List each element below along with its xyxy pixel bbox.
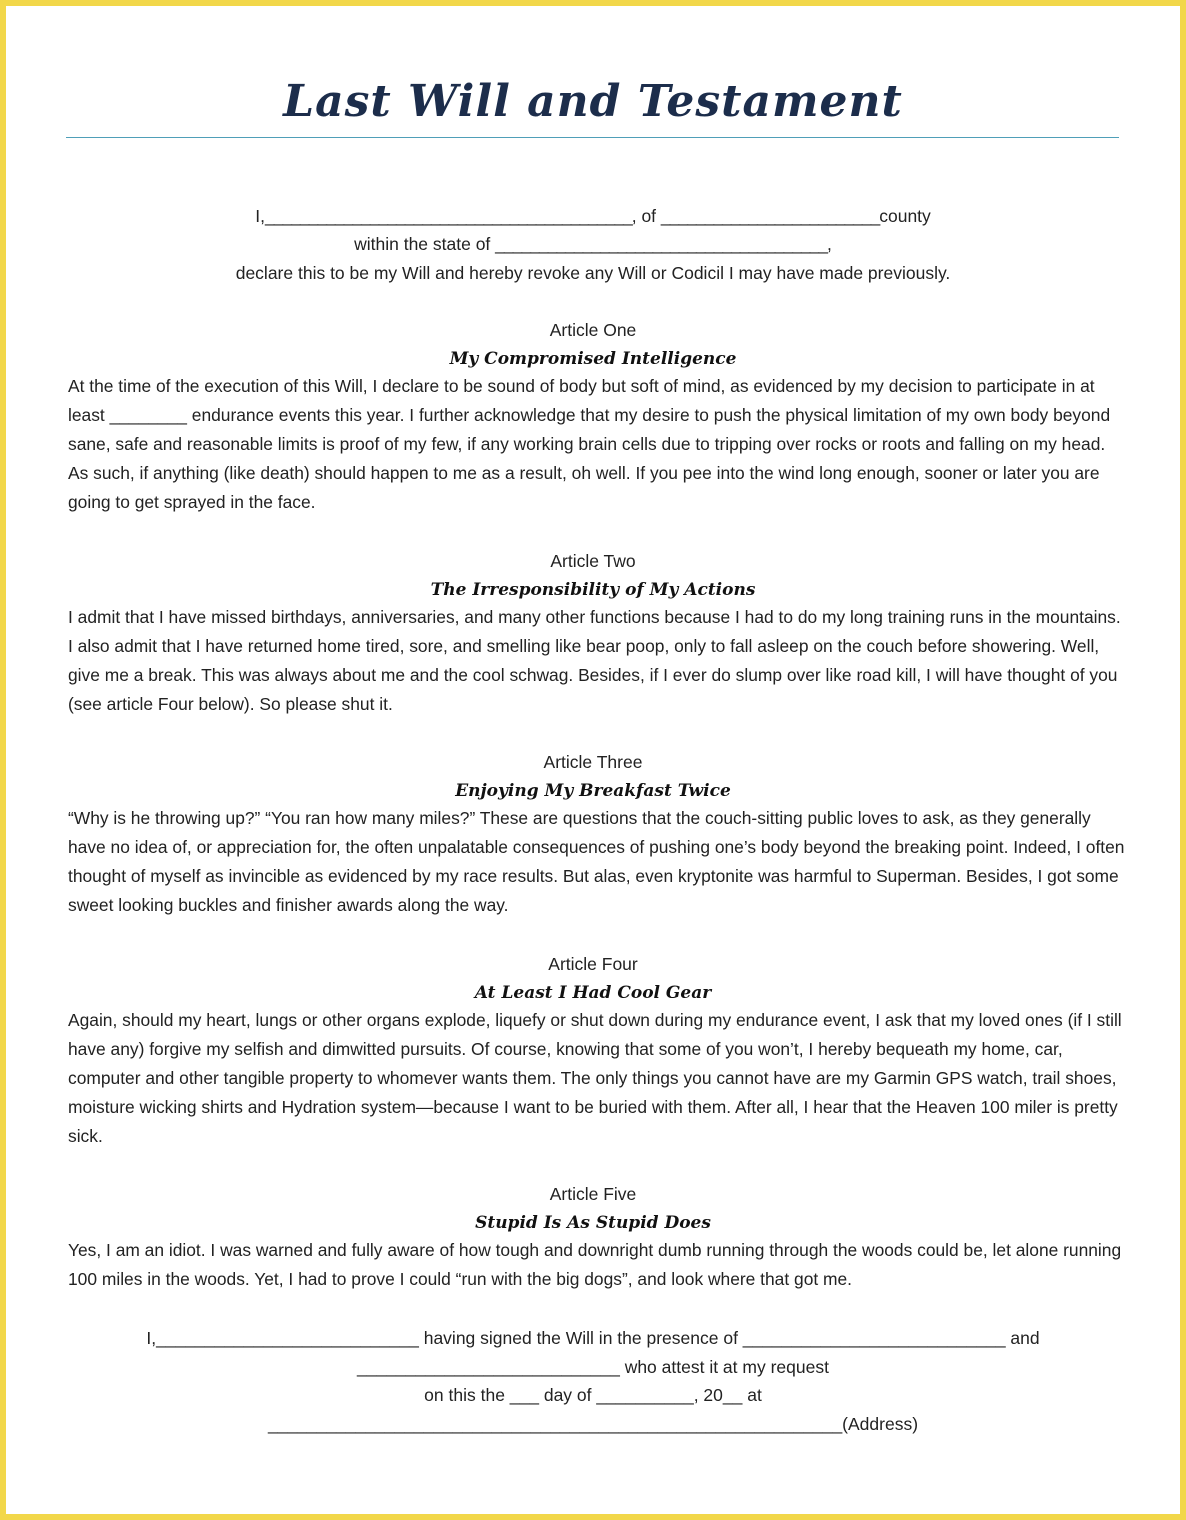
article-body: Yes, I am an idiot. I was warned and fully aware of how tough and downright dumb running through the woods could be, let alone running 100 miles in the woods. Yet, I had to prove I could “run with the big dogs”, and look where that got me. (68, 1240, 1122, 1289)
signature-line-4: ___________________________________________________________(Address) (267, 1414, 919, 1434)
article-label: Article Two (550, 551, 636, 571)
intro-state-suffix: , (827, 234, 832, 254)
article-heading: The Irresponsibility of My Actions (430, 580, 756, 600)
article-heading: At Least I Had Cool Gear (474, 983, 712, 1003)
article-label: Article Four (548, 954, 638, 974)
signature-line-3: on this the ___ day of __________, 20__ at (424, 1385, 762, 1405)
intro-line-3: declare this to be my Will and hereby revoke any Will or Codicil I may have made previously. (235, 263, 951, 283)
article-body: “Why is he throwing up?” “You ran how many miles?” These are questions that the couch-sitting public loves to ask, as they generally have no idea of, or appreciation for, the often unpalatable consequences of pushing one’s body beyond the breaking point. Indeed, I often thought of myself as invincible as evidenced by my race results. But alas, even kryptonite was harmful to Superman. Besides, I got some sweet looking buckles and finisher awards along the way. (68, 808, 1125, 915)
signature-line-1: I,___________________________ having signed the Will in the presence of ___________________________ and (146, 1328, 1040, 1348)
document-title: Last Will and Testament (283, 76, 903, 127)
intro-county: county (879, 206, 931, 226)
article-label: Article One (549, 320, 637, 340)
article-heading: Enjoying My Breakfast Twice (455, 781, 731, 801)
article-label: Article Five (549, 1184, 637, 1204)
county-blank: _________________________ (660, 206, 880, 226)
article-heading: My Compromised Intelligence (449, 349, 737, 369)
name-blank: __________________________________________ (264, 206, 632, 226)
article-body: At the time of the execution of this Will, I declare to be sound of body but soft of mind, as evidenced by my decision to participate in at least ________ endurance events this year. I further acknowledge that my desire to push the physical limitation of my own body beyond sane, safe and reasonable limits is proof of my few, if any working brain cells due to tripping over rocks or roots and falling on my head. As such, if anything (like death) should happen to me as a result, oh well. If you pee into the wind long enough, sooner or later you are going to get sprayed in the face. (68, 376, 1111, 512)
article-body: Again, should my heart, lungs or other organs explode, liquefy or shut down during my endurance event, I ask that my loved ones (if I still have any) forgive my selfish and dimwitted pursuits. Of course, knowing that some of you won’t, I hereby bequeath my home, car, computer and other tangible property to whomever wants them. The only things you cannot have are my Garmin GPS watch, trail shoes, moisture wicking shirts and Hydration system—because I want to be buried with them. After all, I hear that the Heaven 100 miler is pretty sick. (68, 1010, 1122, 1146)
intro-prefix: I, (255, 206, 265, 226)
intro-line-1 (6, 202, 1180, 230)
intro-of: , of (631, 206, 661, 226)
intro-state-prefix: within the state of (354, 234, 496, 254)
article-label: Article Three (543, 752, 643, 772)
intro-line-2 (6, 230, 1180, 258)
title-divider (66, 137, 1119, 138)
article-heading: Stupid Is As Stupid Does (475, 1213, 711, 1233)
state-blank: ______________________________________ (495, 234, 828, 254)
signature-line-2: ___________________________ who attest it at my request (357, 1357, 829, 1377)
article-body: I admit that I have missed birthdays, anniversaries, and many other functions because I had to do my long training runs in the mountains. I also admit that I have returned home tired, sore, and smelling like bear poop, only to fall asleep on the couch before showering. Well, give me a break. This was always about me and the cool schwag. Besides, if I ever do slump over like road kill, I will have thought of you (see article Four below). So please shut it. (68, 607, 1121, 714)
